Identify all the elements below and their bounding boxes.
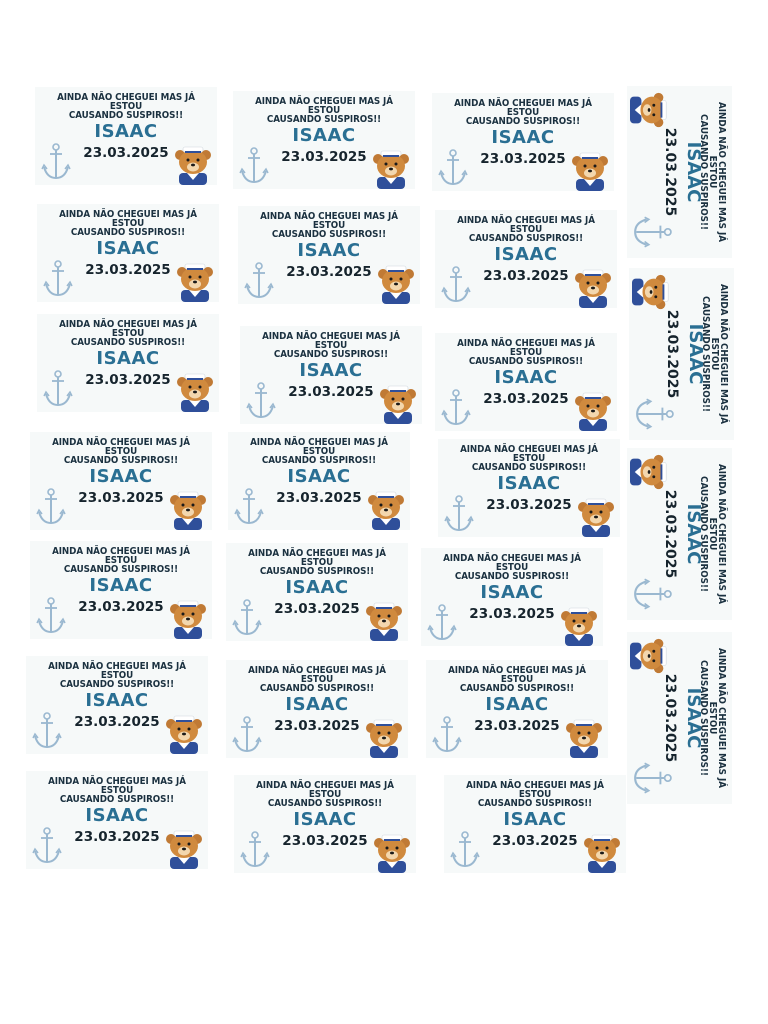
sailor-teddy-bear-icon: [173, 260, 217, 302]
anchor-icon: [43, 260, 73, 298]
label-date: 23.03.2025: [483, 391, 569, 407]
label-card: [233, 91, 415, 189]
label-card-vertical: [627, 448, 732, 620]
label-message: AINDA NÃO CHEGUEI MAS JÁ ESTOU CAUSANDO SUSPIROS!!: [443, 553, 581, 582]
label-date: 23.03.2025: [83, 145, 169, 161]
label-date: 23.03.2025: [661, 127, 678, 217]
label-message: AINDA NÃO CHEGUEI MAS JÁ ESTOU CAUSANDO SUSPIROS!!: [255, 96, 393, 125]
label-date: 23.03.2025: [663, 309, 680, 399]
sailor-teddy-bear-icon: [162, 712, 206, 754]
label-card: [37, 314, 219, 412]
label-date: 23.03.2025: [474, 718, 560, 734]
label-name: ISAAC: [497, 473, 561, 494]
sailor-teddy-bear-icon: [364, 488, 408, 530]
sailor-teddy-bear-icon: [568, 149, 612, 191]
label-card: [30, 541, 212, 639]
anchor-icon: [244, 262, 274, 300]
label-name: ISAAC: [85, 690, 149, 711]
label-date: 23.03.2025: [85, 372, 171, 388]
label-date: 23.03.2025: [74, 714, 160, 730]
label-card: [26, 771, 208, 869]
sailor-teddy-bear-icon: [580, 831, 624, 873]
label-message: AINDA NÃO CHEGUEI MAS JÁ ESTOU CAUSANDO SUSPIROS!!: [248, 665, 386, 694]
anchor-icon: [232, 716, 262, 754]
label-message: AINDA NÃO CHEGUEI MAS JÁ ESTOU CAUSANDO SUSPIROS!!: [48, 661, 186, 690]
label-message: AINDA NÃO CHEGUEI MAS JÁ ESTOU CAUSANDO SUSPIROS!!: [457, 338, 595, 367]
anchor-icon: [441, 389, 471, 427]
label-date: 23.03.2025: [486, 497, 572, 513]
label-card: [37, 204, 219, 302]
label-date: 23.03.2025: [78, 599, 164, 615]
sailor-teddy-bear-icon: [374, 262, 418, 304]
sailor-teddy-bear-icon: [171, 143, 215, 185]
label-name: ISAAC: [96, 238, 160, 259]
label-date: 23.03.2025: [661, 673, 678, 763]
label-name: ISAAC: [85, 805, 149, 826]
label-date: 23.03.2025: [282, 833, 368, 849]
label-date: 23.03.2025: [661, 489, 678, 579]
label-message: AINDA NÃO CHEGUEI MAS JÁ ESTOU CAUSANDO SUSPIROS!!: [697, 101, 727, 242]
label-name: ISAAC: [503, 809, 567, 830]
label-message: AINDA NÃO CHEGUEI MAS JÁ ESTOU CAUSANDO SUSPIROS!!: [460, 444, 598, 473]
label-message: AINDA NÃO CHEGUEI MAS JÁ ESTOU CAUSANDO SUSPIROS!!: [457, 215, 595, 244]
label-card: [26, 656, 208, 754]
label-name: ISAAC: [297, 240, 361, 261]
sailor-teddy-bear-icon: [571, 389, 615, 431]
anchor-icon: [632, 215, 672, 249]
label-date: 23.03.2025: [74, 829, 160, 845]
label-message: AINDA NÃO CHEGUEI MAS JÁ ESTOU CAUSANDO SUSPIROS!!: [57, 92, 195, 121]
sailor-teddy-bear-icon: [166, 488, 210, 530]
label-date: 23.03.2025: [276, 490, 362, 506]
anchor-icon: [239, 147, 269, 185]
anchor-icon: [634, 397, 674, 431]
sailor-teddy-bear-icon: [362, 599, 406, 641]
label-date: 23.03.2025: [286, 264, 372, 280]
label-message: AINDA NÃO CHEGUEI MAS JÁ ESTOU CAUSANDO SUSPIROS!!: [52, 546, 190, 575]
sailor-teddy-bear-icon: [376, 382, 420, 424]
label-card: [435, 333, 617, 431]
label-message: AINDA NÃO CHEGUEI MAS JÁ ESTOU CAUSANDO SUSPIROS!!: [699, 283, 729, 424]
label-date: 23.03.2025: [483, 268, 569, 284]
label-message: AINDA NÃO CHEGUEI MAS JÁ ESTOU CAUSANDO SUSPIROS!!: [256, 780, 394, 809]
sailor-teddy-bear-icon: [362, 716, 406, 758]
sailor-teddy-bear-icon: [632, 271, 672, 313]
label-card: [226, 543, 408, 641]
label-name: ISAAC: [287, 466, 351, 487]
label-message: AINDA NÃO CHEGUEI MAS JÁ ESTOU CAUSANDO SUSPIROS!!: [466, 780, 604, 809]
label-name: ISAAC: [89, 575, 153, 596]
sailor-teddy-bear-icon: [574, 495, 618, 537]
label-card: [426, 660, 608, 758]
label-date: 23.03.2025: [78, 490, 164, 506]
label-message: AINDA NÃO CHEGUEI MAS JÁ ESTOU CAUSANDO SUSPIROS!!: [250, 437, 388, 466]
label-card-vertical: [627, 632, 732, 804]
label-message: AINDA NÃO CHEGUEI MAS JÁ ESTOU CAUSANDO SUSPIROS!!: [59, 319, 197, 348]
label-card: [35, 87, 217, 185]
label-name: ISAAC: [285, 694, 349, 715]
label-card: [238, 206, 420, 304]
label-message: AINDA NÃO CHEGUEI MAS JÁ ESTOU CAUSANDO SUSPIROS!!: [52, 437, 190, 466]
label-card: [228, 432, 410, 530]
label-name: ISAAC: [682, 503, 704, 565]
sailor-teddy-bear-icon: [173, 370, 217, 412]
label-date: 23.03.2025: [492, 833, 578, 849]
anchor-icon: [632, 577, 672, 611]
label-card-vertical: [629, 268, 734, 440]
sailor-teddy-bear-icon: [370, 831, 414, 873]
anchor-icon: [246, 382, 276, 420]
label-card: [432, 93, 614, 191]
anchor-icon: [441, 266, 471, 304]
label-message: AINDA NÃO CHEGUEI MAS JÁ ESTOU CAUSANDO SUSPIROS!!: [697, 647, 727, 788]
label-name: ISAAC: [684, 323, 706, 385]
label-name: ISAAC: [485, 694, 549, 715]
label-date: 23.03.2025: [274, 601, 360, 617]
label-name: ISAAC: [94, 121, 158, 142]
label-name: ISAAC: [494, 244, 558, 265]
anchor-icon: [43, 370, 73, 408]
label-date: 23.03.2025: [85, 262, 171, 278]
label-message: AINDA NÃO CHEGUEI MAS JÁ ESTOU CAUSANDO SUSPIROS!!: [59, 209, 197, 238]
anchor-icon: [438, 149, 468, 187]
label-message: AINDA NÃO CHEGUEI MAS JÁ ESTOU CAUSANDO SUSPIROS!!: [262, 331, 400, 360]
label-name: ISAAC: [480, 582, 544, 603]
sailor-teddy-bear-icon: [162, 827, 206, 869]
label-name: ISAAC: [682, 141, 704, 203]
label-message: AINDA NÃO CHEGUEI MAS JÁ ESTOU CAUSANDO SUSPIROS!!: [48, 776, 186, 805]
label-name: ISAAC: [293, 809, 357, 830]
anchor-icon: [632, 761, 672, 795]
label-message: AINDA NÃO CHEGUEI MAS JÁ ESTOU CAUSANDO SUSPIROS!!: [454, 98, 592, 127]
label-name: ISAAC: [96, 348, 160, 369]
anchor-icon: [41, 143, 71, 181]
anchor-icon: [444, 495, 474, 533]
anchor-icon: [234, 488, 264, 526]
label-card: [30, 432, 212, 530]
label-name: ISAAC: [285, 577, 349, 598]
anchor-icon: [432, 716, 462, 754]
label-name: ISAAC: [292, 125, 356, 146]
label-message: AINDA NÃO CHEGUEI MAS JÁ ESTOU CAUSANDO SUSPIROS!!: [260, 211, 398, 240]
anchor-icon: [32, 827, 62, 865]
label-name: ISAAC: [89, 466, 153, 487]
label-card: [444, 775, 626, 873]
sailor-teddy-bear-icon: [571, 266, 615, 308]
sailor-teddy-bear-icon: [562, 716, 606, 758]
label-message: AINDA NÃO CHEGUEI MAS JÁ ESTOU CAUSANDO SUSPIROS!!: [248, 548, 386, 577]
anchor-icon: [232, 599, 262, 637]
label-card: [421, 548, 603, 646]
label-name: ISAAC: [682, 687, 704, 749]
anchor-icon: [450, 831, 480, 869]
label-card: [234, 775, 416, 873]
label-name: ISAAC: [491, 127, 555, 148]
label-date: 23.03.2025: [274, 718, 360, 734]
label-card: [435, 210, 617, 308]
label-date: 23.03.2025: [469, 606, 555, 622]
anchor-icon: [427, 604, 457, 642]
anchor-icon: [36, 597, 66, 635]
label-date: 23.03.2025: [288, 384, 374, 400]
sailor-teddy-bear-icon: [630, 89, 670, 131]
label-message: AINDA NÃO CHEGUEI MAS JÁ ESTOU CAUSANDO SUSPIROS!!: [697, 463, 727, 604]
anchor-icon: [240, 831, 270, 869]
sailor-teddy-bear-icon: [630, 451, 670, 493]
anchor-icon: [36, 488, 66, 526]
sailor-teddy-bear-icon: [630, 635, 670, 677]
label-card: [438, 439, 620, 537]
anchor-icon: [32, 712, 62, 750]
sailor-teddy-bear-icon: [369, 147, 413, 189]
label-message: AINDA NÃO CHEGUEI MAS JÁ ESTOU CAUSANDO SUSPIROS!!: [448, 665, 586, 694]
sailor-teddy-bear-icon: [557, 604, 601, 646]
label-date: 23.03.2025: [480, 151, 566, 167]
label-name: ISAAC: [299, 360, 363, 381]
label-card: [226, 660, 408, 758]
label-card: [240, 326, 422, 424]
label-card-vertical: [627, 86, 732, 258]
sailor-teddy-bear-icon: [166, 597, 210, 639]
label-name: ISAAC: [494, 367, 558, 388]
label-date: 23.03.2025: [281, 149, 367, 165]
